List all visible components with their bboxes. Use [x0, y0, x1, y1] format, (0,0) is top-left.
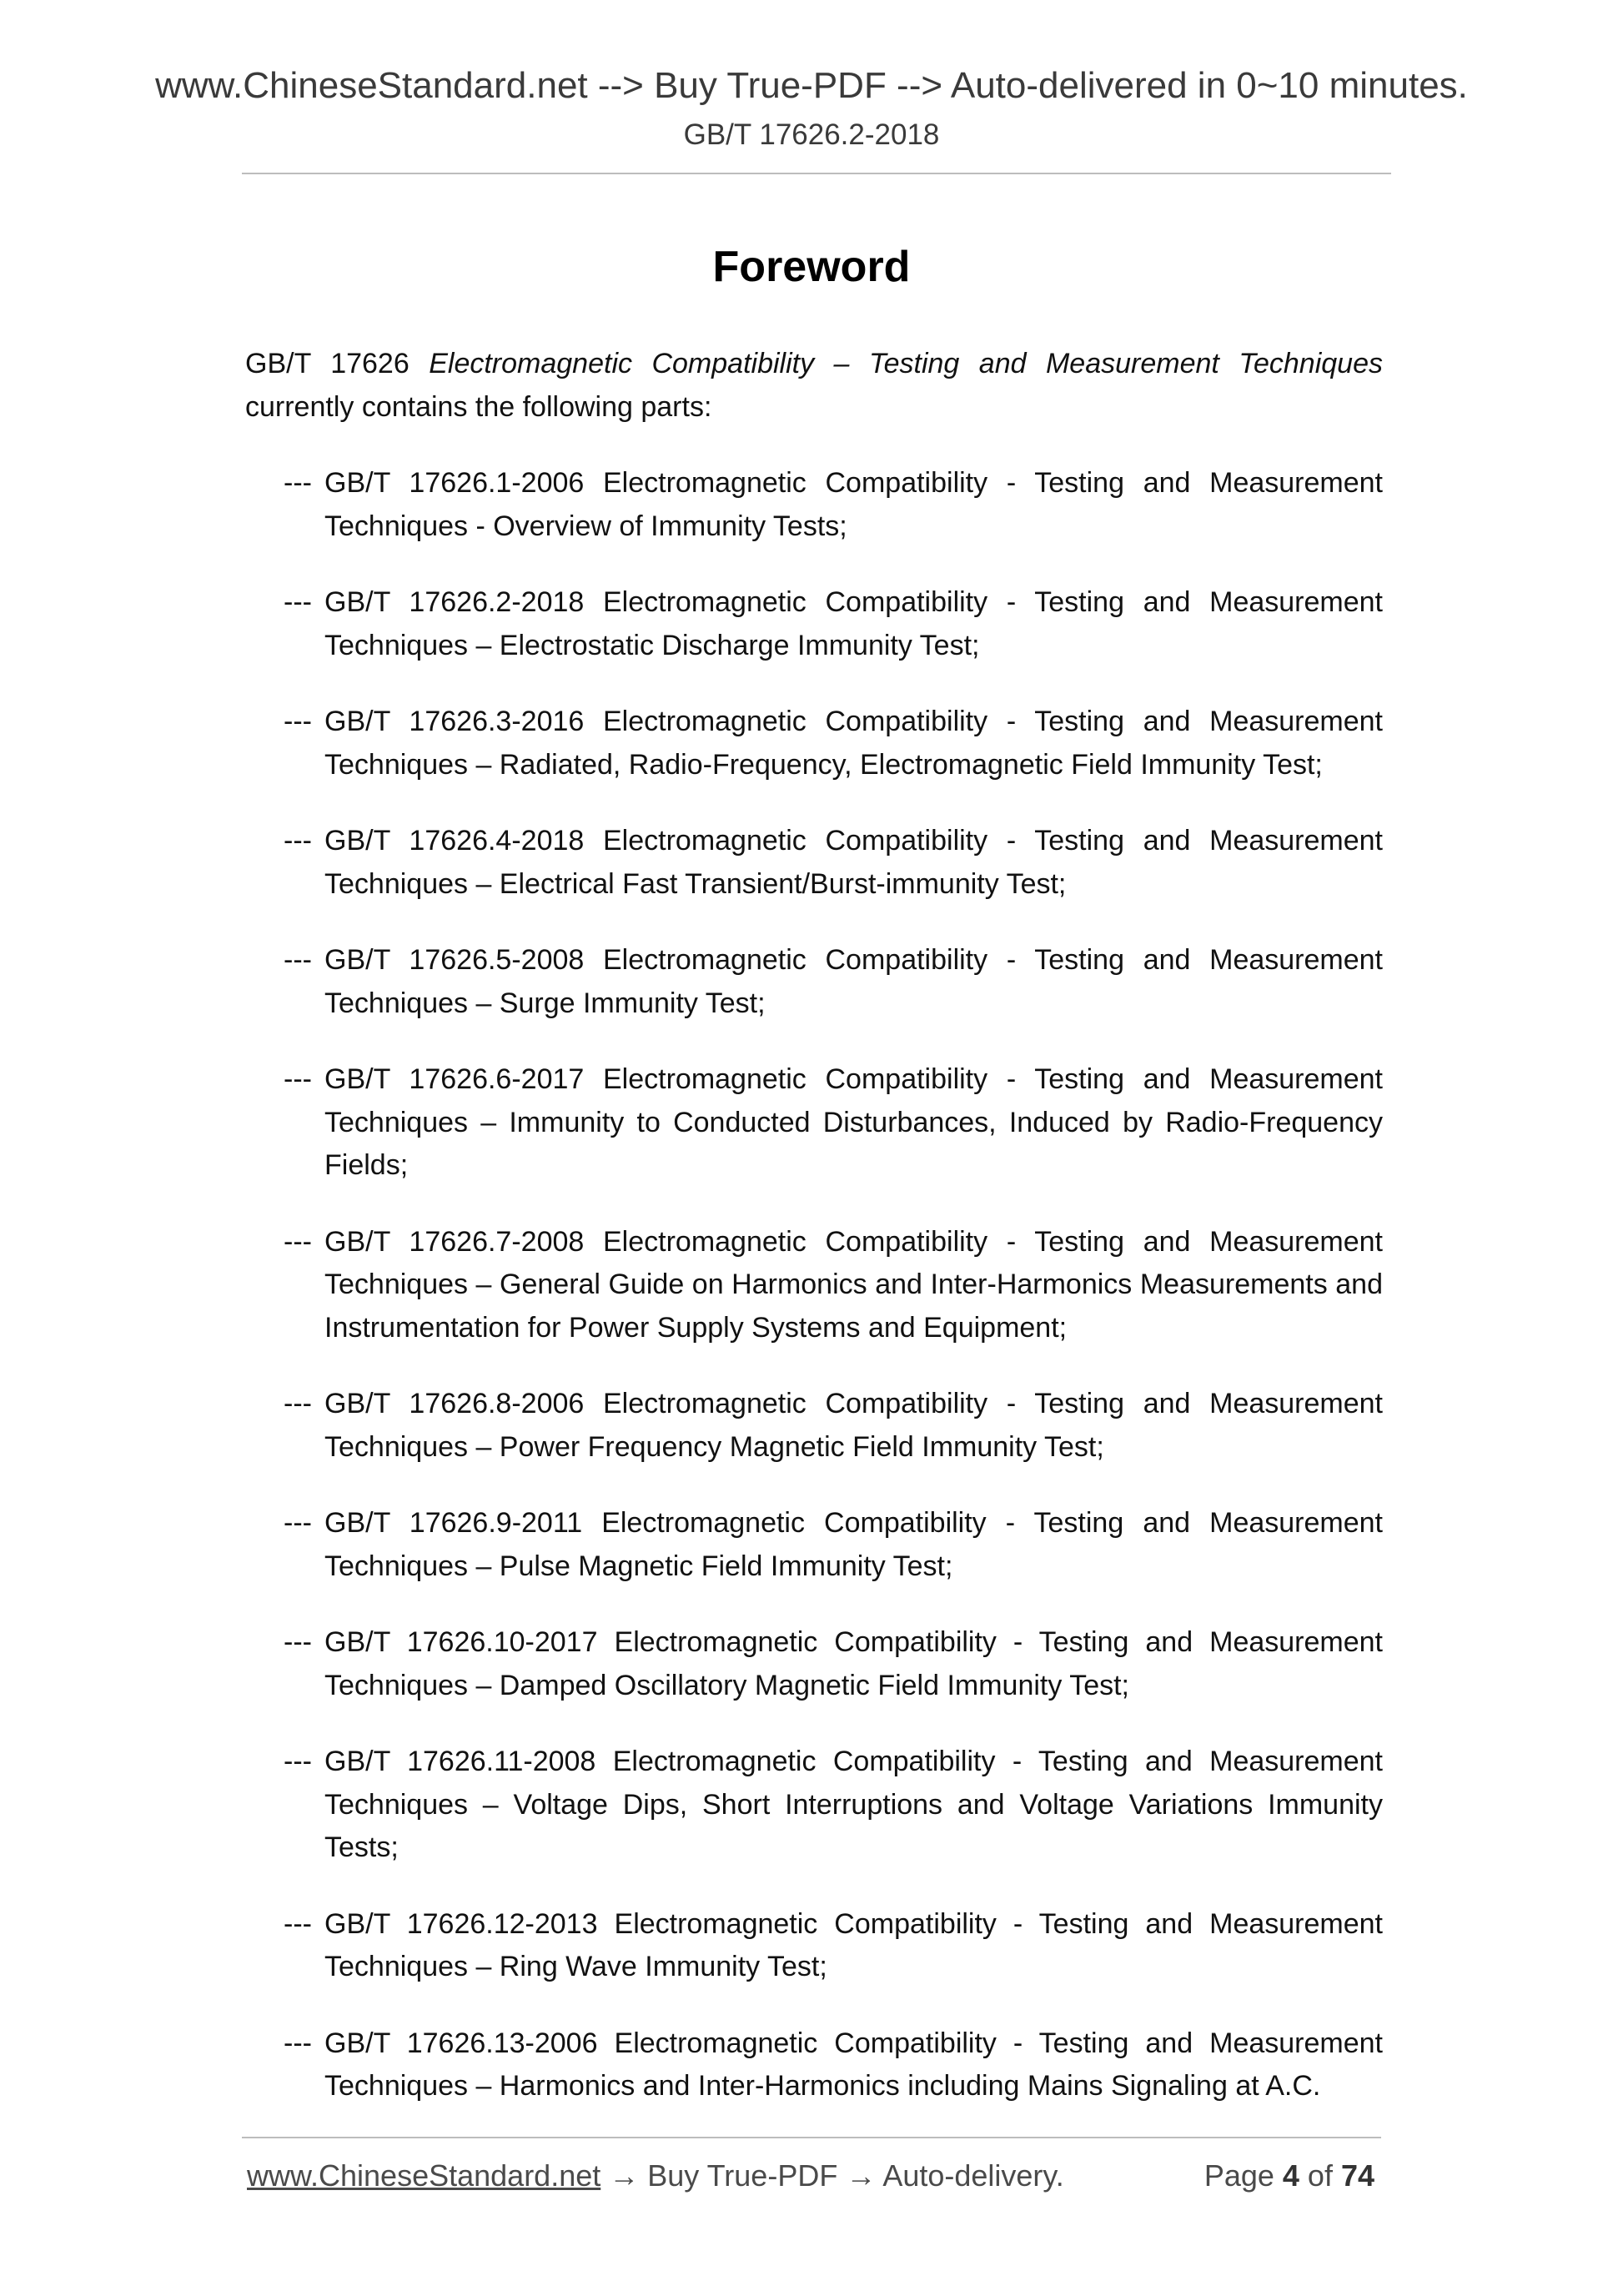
list-item — [284, 1741, 1383, 1870]
list-item — [284, 1221, 1383, 1350]
footer-promo-text: → Buy True-PDF → Auto-delivery. — [600, 2158, 1064, 2193]
list-dash: --- — [284, 467, 312, 499]
footer-divider — [242, 2137, 1381, 2138]
list-dash: --- — [284, 706, 312, 737]
parts-list — [284, 462, 1383, 2142]
list-item-text: GB/T 17626.10-2017 Electromagnetic Compatibility - Testing and Measurement Techniques – Damped Oscillatory Magnetic Field Immunity Test; — [324, 1626, 1383, 1701]
intro-paragraph — [245, 342, 1383, 429]
list-item — [284, 939, 1383, 1025]
footer-site-link[interactable]: www.ChineseStandard.net — [247, 2158, 601, 2193]
list-item — [284, 1621, 1383, 1707]
page-label: Page — [1203, 2158, 1283, 2193]
list-item — [284, 820, 1383, 906]
list-dash: --- — [284, 1388, 312, 1419]
list-dash: --- — [284, 944, 312, 976]
list-dash: --- — [284, 1746, 312, 1777]
list-item-text: GB/T 17626.6-2017 Electromagnetic Compatibility - Testing and Measurement Techniques – Immunity to Conducted Disturbances, Induced by Radio-Frequency Fields; — [324, 1063, 1383, 1181]
list-item — [284, 1383, 1383, 1469]
list-item — [284, 1903, 1383, 1989]
list-item — [284, 581, 1383, 667]
list-item-text: GB/T 17626.9-2011 Electromagnetic Compatibility - Testing and Measurement Techniques – Pulse Magnetic Field Immunity Test; — [324, 1507, 1383, 1582]
page-indicator — [1204, 2158, 1374, 2194]
list-item — [284, 462, 1383, 548]
list-item-text: GB/T 17626.8-2006 Electromagnetic Compatibility - Testing and Measurement Techniques – Power Frequency Magnetic Field Immunity Test; — [324, 1388, 1383, 1463]
list-item — [284, 1502, 1383, 1588]
list-dash: --- — [284, 825, 312, 857]
intro-suffix: currently contains the following parts: — [245, 391, 712, 423]
list-item-text: GB/T 17626.5-2008 Electromagnetic Compatibility - Testing and Measurement Techniques – Surge Immunity Test; — [324, 944, 1383, 1019]
list-dash: --- — [284, 1063, 312, 1095]
list-item-text: GB/T 17626.11-2008 Electromagnetic Compatibility - Testing and Measurement Techniques – Voltage Dips, Short Interruptions and Voltage Variations Immunity Tests; — [324, 1746, 1383, 1863]
list-dash: --- — [284, 2027, 312, 2059]
list-item-text: GB/T 17626.2-2018 Electromagnetic Compatibility - Testing and Measurement Techniques – Electrostatic Discharge Immunity Test; — [324, 586, 1383, 661]
list-item — [284, 1058, 1383, 1188]
intro-series-title: Electromagnetic Compatibility – Testing and Measurement Techniques — [429, 348, 1383, 379]
list-dash: --- — [284, 1507, 312, 1539]
page-number: 4 — [1282, 2158, 1299, 2193]
list-dash: --- — [284, 1626, 312, 1658]
total-pages: 74 — [1340, 2158, 1374, 2193]
list-dash: --- — [284, 1225, 312, 1258]
list-item-text: GB/T 17626.7-2008 Electromagnetic Compatibility - Testing and Measurement Techniques – General Guide on Harmonics and Inter-Harmonics Measurements and Instrumentation for Power Supply Systems and Equipment; — [324, 1225, 1383, 1344]
intro-prefix: GB/T 17626 — [245, 348, 430, 379]
list-item-text: GB/T 17626.13-2006 Electromagnetic Compatibility - Testing and Measurement Techniques – Harmonics and Inter-Harmonics including Mains Signaling at A.C. — [324, 2027, 1383, 2102]
list-item-text: GB/T 17626.1-2006 Electromagnetic Compatibility - Testing and Measurement Techniques - Overview of Immunity Tests; — [324, 467, 1383, 542]
list-item-text: GB/T 17626.3-2016 Electromagnetic Compatibility - Testing and Measurement Techniques – Radiated, Radio-Frequency, Electromagnetic Field Immunity Test; — [324, 706, 1383, 781]
list-dash: --- — [284, 586, 312, 618]
header-divider — [242, 173, 1391, 174]
of-label: of — [1299, 2158, 1341, 2193]
list-item-text: GB/T 17626.4-2018 Electromagnetic Compatibility - Testing and Measurement Techniques – Electrical Fast Transient/Burst-immunity Test; — [324, 825, 1383, 900]
page-title: Foreword — [712, 243, 911, 291]
header-banner: www.ChineseStandard.net --> Buy True-PDF --> Auto-delivered in 0~10 minutes. — [155, 65, 1468, 106]
list-item — [284, 701, 1383, 786]
footer-promo — [247, 2158, 1064, 2194]
standard-number: GB/T 17626.2-2018 — [683, 118, 940, 151]
list-item-text: GB/T 17626.12-2013 Electromagnetic Compatibility - Testing and Measurement Techniques – Ring Wave Immunity Test; — [324, 1907, 1383, 1982]
list-dash: --- — [284, 1907, 312, 1940]
list-item — [284, 2022, 1383, 2108]
